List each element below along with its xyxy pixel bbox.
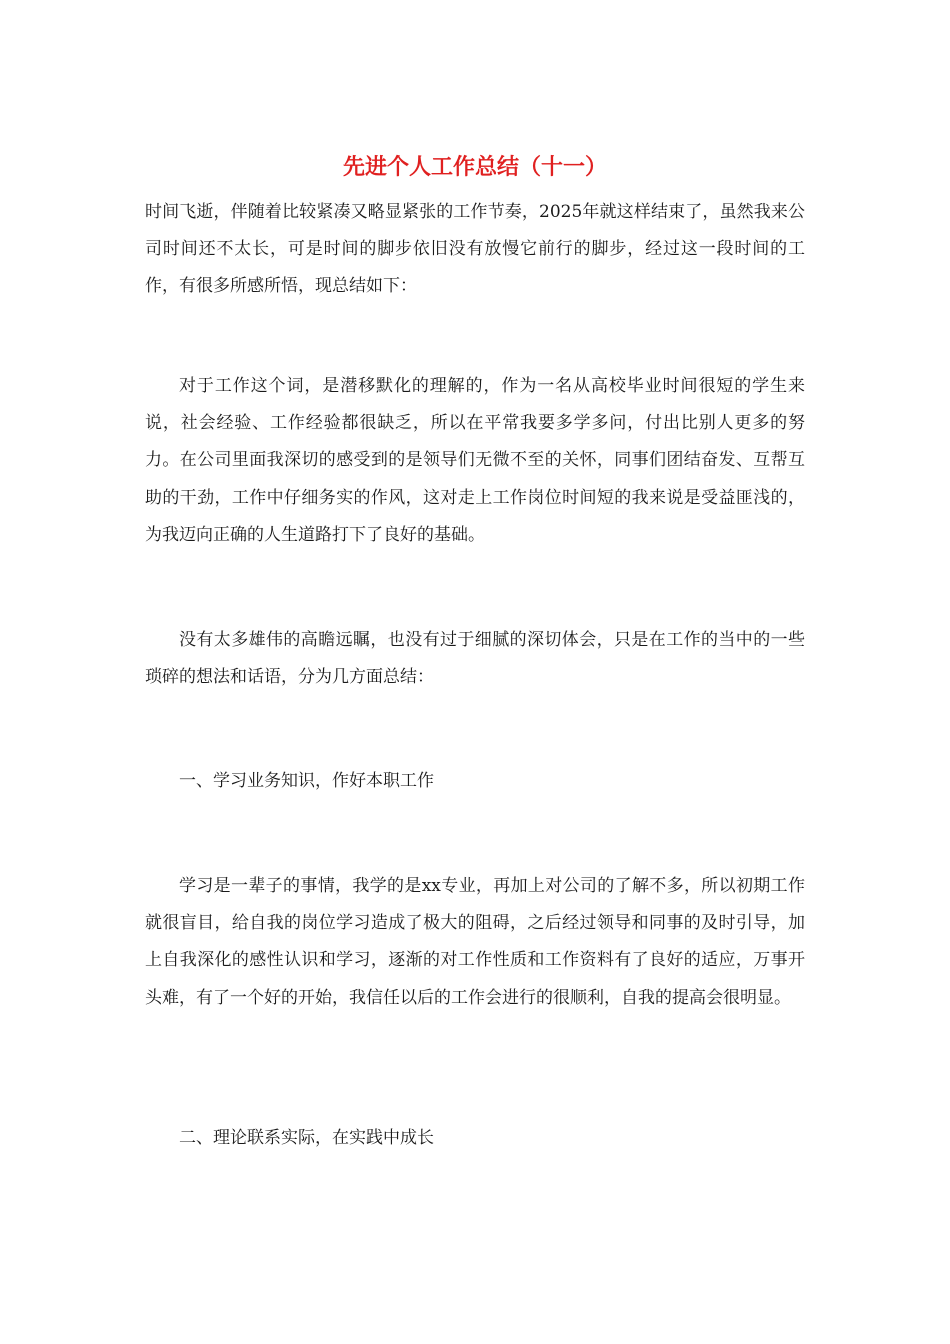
paragraph-learning: 学习是一辈子的事情，我学的是xx专业，再加上对公司的了解不多，所以初期工作就很盲目，给自我的岗位学习造成了极大的阻碍，之后经过领导和同事的及时引导，加上自我深化的感性认识和学习，逐渐的对工作性质和工作资料有了良好的适应，万事开头难，有了一个好的开始，我信任以后的工作会进行的很顺利，自我的提高会很明显。 xyxy=(145,876,805,1008)
section-heading-1: 一、学习业务知识，作好本职工作 xyxy=(179,771,434,791)
section-heading-2: 二、理论联系实际，在实践中成长 xyxy=(179,1128,434,1148)
paragraph-summary-intro: 没有太多雄伟的高瞻远瞩，也没有过于细腻的深切体会，只是在工作的当中的一些琐碎的想法和话语，分为几方面总结： xyxy=(145,630,805,688)
paragraph-intro: 时间飞逝，伴随着比较紧凑又略显紧张的工作节奏，2025年就这样结束了，虽然我来公司时间还不太长，可是时间的脚步依旧没有放慢它前行的脚步，经过这一段时间的工作，有很多所感所悟，现总结如下： xyxy=(145,202,805,297)
document-title: 先进个人工作总结（十一） xyxy=(342,154,607,180)
paragraph-work-understanding: 对于工作这个词，是潜移默化的理解的，作为一名从高校毕业时间很短的学生来说，社会经验、工作经验都很缺乏，所以在平常我要多学多问，付出比别人更多的努力。在公司里面我深切的感受到的是领导们无微不至的关怀，同事们团结奋发、互帮互助的干劲，工作中仔细务实的作风，这对走上工作岗位时间短的我来说是受益匪浅的，为我迈向正确的人生道路打下了良好的基础。 xyxy=(145,376,805,545)
